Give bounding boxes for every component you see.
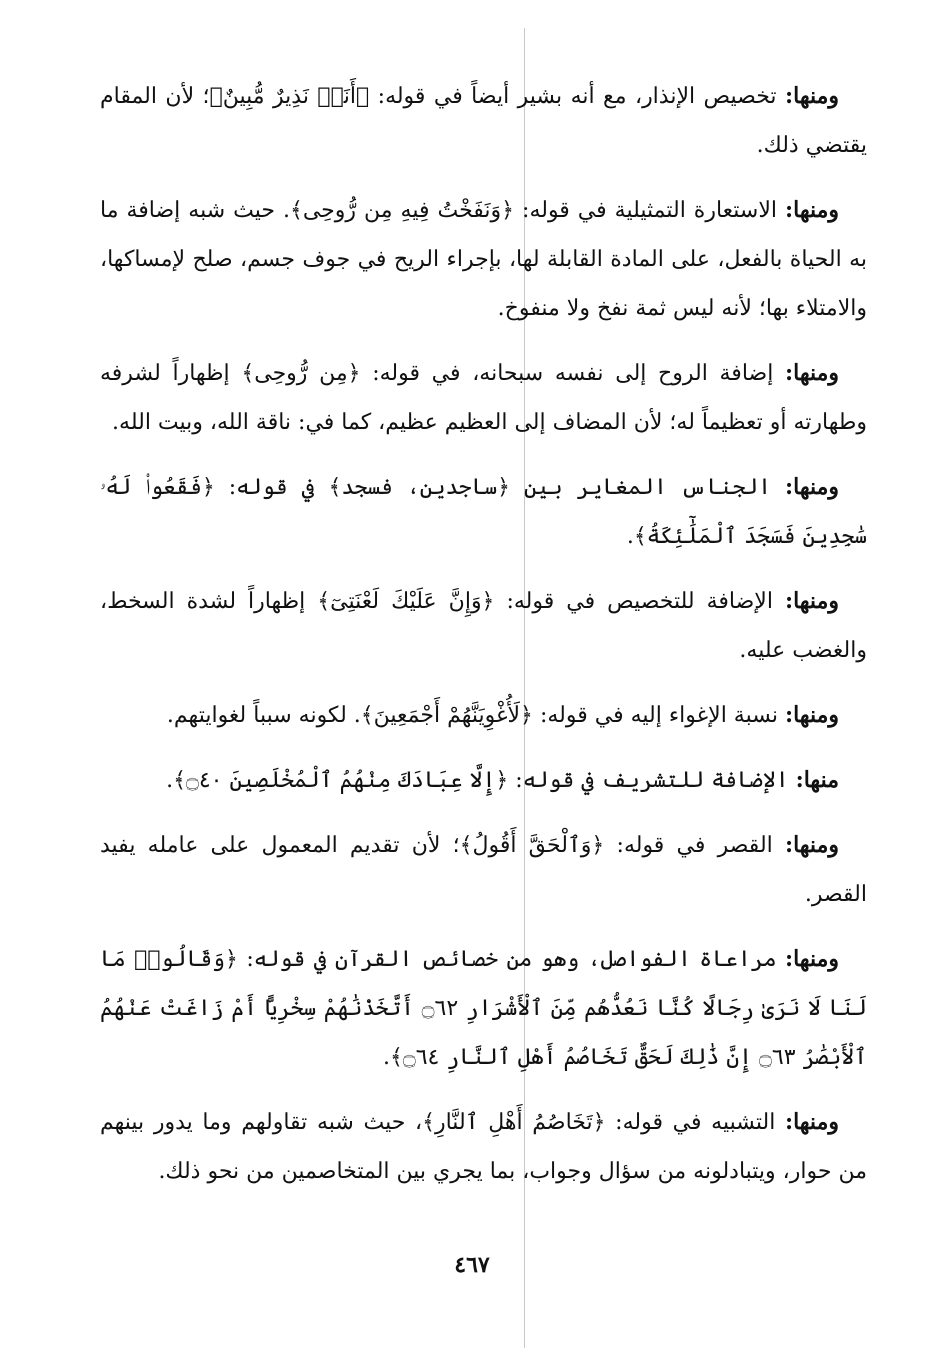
paragraph-7 xyxy=(100,756,867,805)
quran-quote: ﴿أَنَا۠ نَذِيرٌ مُّبِينٌ﴾ xyxy=(209,84,370,109)
paragraph-8 xyxy=(100,821,867,919)
paragraph-lead: ومنها: xyxy=(785,83,840,109)
paragraph-text: الإضافة للتخصيص في قوله: xyxy=(494,589,785,614)
quran-quote: ﴿فَقَعُوا۟ لَهُۥ سَٰجِدِينَ فَسَجَدَ ٱلْمَلَٰٓئِكَةُ﴾ xyxy=(100,475,867,549)
paragraph-lead: ومنها: xyxy=(785,474,840,500)
paragraph-text: التشبيه في قوله: xyxy=(605,1110,785,1135)
paragraph-text: . xyxy=(166,768,174,793)
paragraph-lead: ومنها: xyxy=(785,197,840,223)
paragraph-text: تخصيص الإنذار، مع أنه بشير أيضاً في قوله: xyxy=(369,84,785,109)
paragraph-5 xyxy=(100,577,867,675)
paragraph-9 xyxy=(100,935,867,1082)
paragraph-text: . لكونه سبباً لغوايتهم. xyxy=(166,703,361,728)
paragraph-lead: ومنها: xyxy=(784,832,839,858)
paragraph-lead: منها: xyxy=(795,767,839,793)
page-number: ٤٦٧ xyxy=(454,1252,490,1278)
paragraph-4 xyxy=(100,463,867,561)
paragraph-2 xyxy=(100,186,867,333)
paragraph-lead: ومنها: xyxy=(784,702,839,728)
quran-quote: ﴿تَخَاصُمُ أَهْلِ ٱلنَّارِ﴾ xyxy=(422,1110,606,1135)
paragraph-text: ، حيث شبه تقاولهم وما يدور بينهم من حوار، ويتبادلونه من سؤال وجواب، بما يجري بين المتخاصمين من نحو ذلك. xyxy=(100,1110,867,1184)
paragraph-text: إضافة الروح إلى نفسه سبحانه، في قوله: xyxy=(360,361,785,386)
paragraph-text: الجناس المغاير بين ﴿ساجدين، فسجد﴾ في قوله: xyxy=(214,475,785,500)
paragraph-text: إظهاراً لشرفه وطهارته أو تعظيماً له؛ لأن المضاف إلى العظيم عظيم، كما في: ناقة الله، وبيت الله. xyxy=(100,361,867,435)
paragraph-lead: ومنها: xyxy=(784,1109,839,1135)
paragraph-text: مراعاة الفواصل، وهو من خصائص القرآن في قوله: xyxy=(237,947,785,972)
paragraph-text: القصر في قوله: xyxy=(604,833,785,858)
quran-quote: ﴿وَإِنَّ عَلَيْكَ لَعْنَتِىٓ﴾ xyxy=(317,589,495,614)
quran-quote: ﴿وَقَالُوا۟ مَا لَنَا لَا نَرَىٰ رِجَالًا كُنَّا نَعُدُّهُم مِّنَ ٱلْأَشْرَارِ ۝٦٢ أَتَّخَذْنَٰهُمْ سِخْرِيًّا أَمْ زَاغَتْ عَنْهُمُ ٱلْأَبْصَٰرُ ۝٦٣ إِنَّ ذَٰلِكَ لَحَقٌّ تَخَاصُمُ أَهْلِ ٱلنَّارِ ۝٦٤﴾ xyxy=(100,947,867,1070)
paragraph-text: . xyxy=(382,1045,390,1070)
paragraph-10 xyxy=(100,1098,867,1196)
paragraph-text: إظهاراً لشدة السخط، والغضب عليه. xyxy=(100,589,867,663)
paragraph-lead: ومنها: xyxy=(785,360,840,386)
paragraph-lead: ومنها: xyxy=(784,946,839,972)
quran-quote: ﴿وَٱلْحَقَّ أَقُولُ﴾ xyxy=(459,833,605,858)
quran-quote: ﴿لَأُغْوِيَنَّهُمْ أَجْمَعِينَ﴾ xyxy=(360,703,533,728)
paragraph-text: ؛ لأن المقام يقتضي ذلك. xyxy=(100,84,867,158)
quran-quote: ﴿إِلَّا عِبَادَكَ مِنْهُمُ ٱلْمُخْلَصِينَ ۝٤٠﴾ xyxy=(173,768,509,793)
quran-quote: ﴿مِن رُّوحِى﴾ xyxy=(241,361,361,386)
paragraph-text: الاستعارة التمثيلية في قوله: xyxy=(514,198,785,223)
paragraph-text: نسبة الإغواء إليه في قوله: xyxy=(532,703,785,728)
paragraph-text: ؛ لأن تقديم المعمول على عامله يفيد القصر. xyxy=(100,833,867,907)
paragraph-text: . حيث شبه إضافة ما به الحياة بالفعل، على المادة القابلة لها، بإجراء الريح في جوف جسم، صلح لإمساكها، والامتلاء بها؛ لأنه ليس ثمة نفخ ولا منفوخ. xyxy=(100,198,867,321)
paragraph-6 xyxy=(100,691,867,740)
page-body xyxy=(100,72,867,1212)
paragraph-lead: ومنها: xyxy=(784,588,839,614)
quran-quote: ﴿وَنَفَخْتُ فِيهِ مِن رُّوحِى﴾ xyxy=(289,198,515,223)
paragraph-text: الإضافة للتشريف في قوله: xyxy=(508,768,796,793)
paragraph-1 xyxy=(100,72,867,170)
paragraph-text: . xyxy=(626,524,634,549)
paragraph-3 xyxy=(100,349,867,447)
